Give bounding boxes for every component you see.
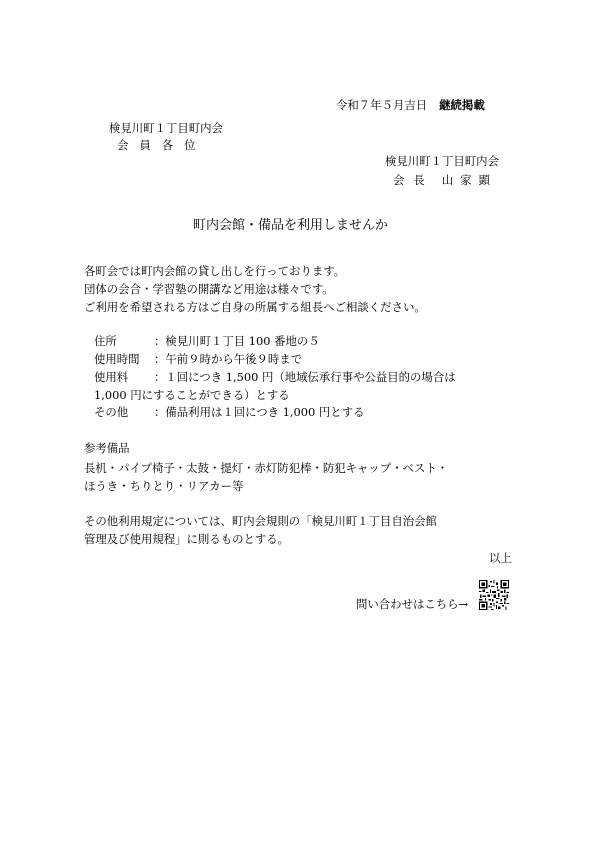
sender-signature bbox=[393, 175, 497, 186]
document-title: 町内会館・備品を利用しませんか bbox=[193, 218, 389, 233]
sender-role: 会長 bbox=[393, 173, 434, 187]
contact-prompt: 問い合わせはこちら→ bbox=[356, 597, 469, 611]
equipment-list-line: 長机・パイプ椅子・太鼓・提灯・赤灯防犯棒・防犯キャップ・ベスト・ bbox=[84, 461, 449, 475]
detail-label: 使用時間 bbox=[94, 352, 140, 366]
detail-label: その他 bbox=[94, 405, 129, 419]
closing-mark: 以上 bbox=[489, 551, 512, 565]
detail-row-other bbox=[94, 407, 364, 418]
detail-row-address bbox=[94, 336, 320, 347]
date-line bbox=[336, 100, 485, 111]
intro-line: 団体の会合・学習塾の開講など用途は様々です。 bbox=[84, 282, 334, 296]
detail-label: 住所 bbox=[94, 334, 117, 348]
continued-posting-badge: 継続掲載 bbox=[439, 98, 485, 112]
addressee-members: 会員各位 bbox=[117, 138, 207, 152]
detail-value: ：備品利用は１回につき 1,000 円とする bbox=[154, 405, 365, 419]
sender-org: 検見川町１丁目町内会 bbox=[385, 154, 499, 168]
qr-code-icon[interactable] bbox=[479, 580, 509, 610]
intro-line: 各町会では町内会館の貸し出しを行っております。 bbox=[84, 264, 346, 278]
detail-value: ：１回につき 1,500 円（地域伝承行事や公益目的の場合は bbox=[154, 370, 456, 384]
intro-line: ご利用を希望される方はご自身の所属する組長へご相談ください。 bbox=[84, 300, 426, 314]
detail-label: 使用料 bbox=[94, 370, 129, 384]
detail-row-hours bbox=[94, 354, 302, 365]
addressee-org: 検見川町１丁目町内会 bbox=[109, 121, 223, 135]
equipment-heading: 参考備品 bbox=[84, 441, 130, 455]
detail-value: ：検見川町１丁目 100 番地の５ bbox=[154, 334, 320, 348]
rules-line: その他利用規定については、町内会規則の「検見川町１丁目自治会館 bbox=[84, 514, 437, 528]
rules-line: 管理及び使用規程」に則るものとする。 bbox=[84, 532, 290, 546]
detail-row-fee bbox=[94, 372, 456, 383]
equipment-list-line: ほうき・ちりとり・リアカー等 bbox=[84, 479, 244, 493]
issue-date: 令和７年５月吉日 bbox=[336, 98, 428, 112]
detail-fee-continuation: 1,000 円にすることができる）とする bbox=[94, 388, 290, 402]
sender-name: 山家顕 bbox=[441, 173, 497, 187]
detail-value: ：午前９時から午後９時まで bbox=[154, 352, 303, 366]
